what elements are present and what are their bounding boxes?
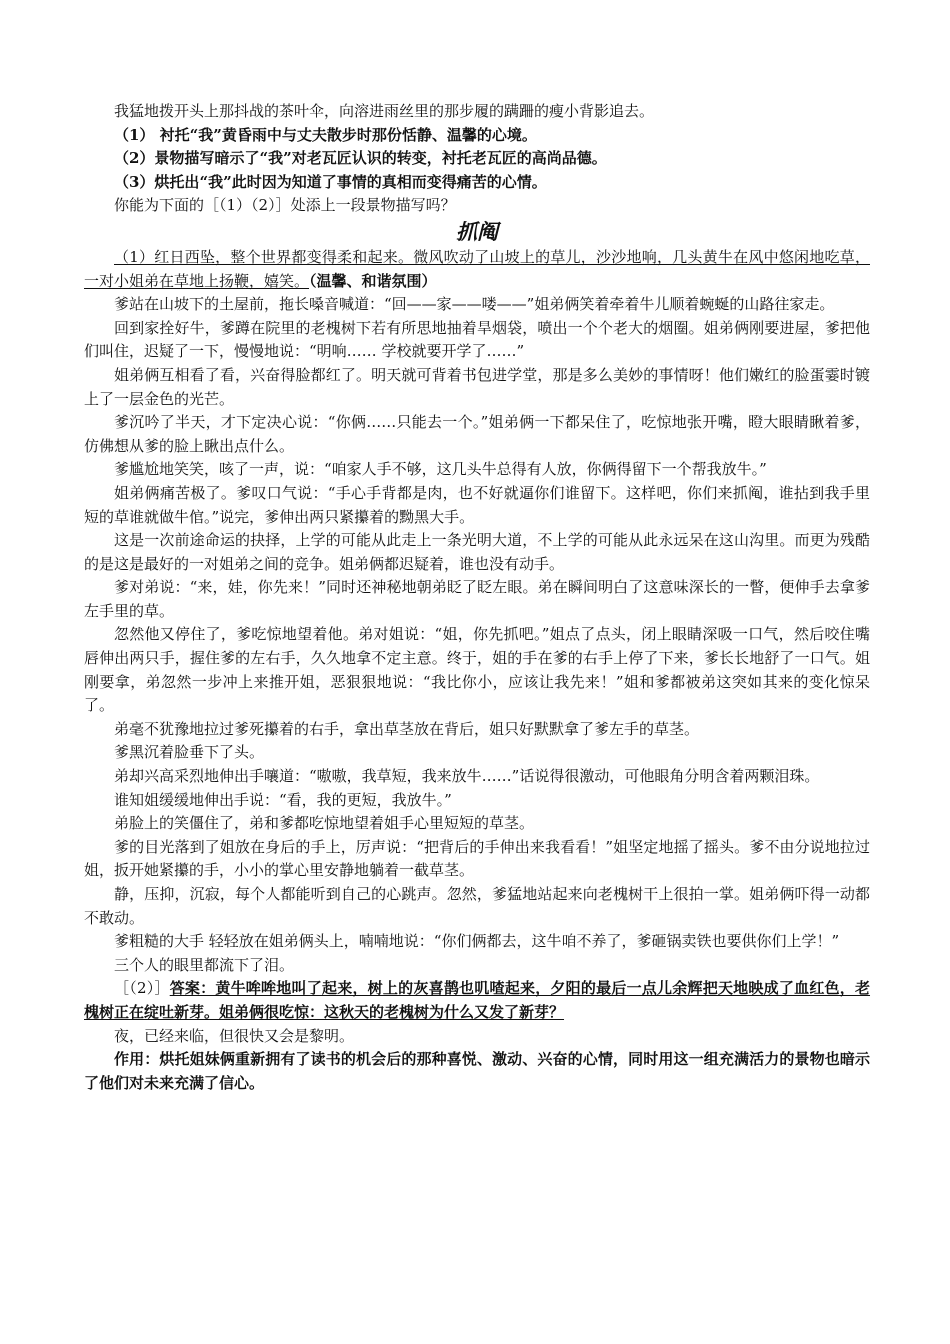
answer-2-text: 答案：黄牛哞哞地叫了起来，树上的灰喜鹊也叽喳起来，夕阳的最后一点儿余辉把天地映成了血红色，老槐树正在绽吐新芽。姐弟俩很吃惊：这秋天的老槐树为什么又发了新芽？ bbox=[84, 979, 871, 1021]
story-paragraph: 弟脸上的笑僵住了，弟和爹都吃惊地望着姐手心里短短的草茎。 bbox=[114, 814, 535, 833]
story-paragraph: 爹粗糙的大手 轻轻放在姐弟俩头上，喃喃地说：“你们俩都去，这牛咱不养了，爹砸锅卖铁也要供你们上学！” bbox=[114, 932, 840, 951]
answer-1-note: （温馨、和谐氛围） bbox=[309, 271, 437, 290]
story-paragraph: 回到家拴好牛，爹蹲在院里的老槐树下若有所思地抽着旱烟袋，喷出一个个老大的烟圈。姐弟俩刚要进屋，爹把他们叫住，迟疑了一下，慢慢地说：“明响…… 学校就要开学了……” bbox=[84, 318, 870, 361]
story-paragraph: 爹的目光落到了姐放在身后的手上，厉声说：“把背后的手伸出来我看看！”姐坚定地摇了摇头。爹不由分说地拉过姐，扳开她紧攥的手，小小的掌心里安静地躺着一截草茎。 bbox=[84, 837, 870, 880]
intro-line: 我猛地拨开头上那抖战的茶叶伞，向溶进雨丝里的那步履的蹒跚的瘦小背影追去。 bbox=[114, 102, 655, 120]
story-paragraph: 爹尴尬地笑笑，咳了一声，说：“咱家人手不够，这几头牛总得有人放，你俩得留下一个帮我放牛。” bbox=[114, 460, 767, 479]
option-2: （2）景物描写暗示了“我”对老瓦匠认识的转变，衬托老瓦匠的高尚品德。 bbox=[114, 149, 607, 168]
answer-1-text: （1）红日西坠，整个世界都变得柔和起来。微风吹动了山坡上的草儿，沙沙地响，几头黄牛在风中悠闲地吃草，一对小姐弟在草地上扬鞭，嬉笑。 bbox=[84, 247, 870, 290]
effect-note: 作用：烘托姐妹俩重新拥有了读书的机会后的那种喜悦、激动、兴奋的心情，同时用这一组充满活力的景物也暗示了他们对未来充满了信心。 bbox=[84, 1050, 870, 1092]
story-title: 抓阄 bbox=[456, 218, 498, 244]
story-paragraph: 姐弟俩互相看了看，兴奋得脸都红了。明天就可背着书包进学堂，那是多么美妙的事情呀！他们嫩红的脸蛋霎时镀上了一层金色的光芒。 bbox=[84, 365, 870, 408]
story-paragraph: 三个人的眼里都流下了泪。 bbox=[114, 955, 295, 974]
story-paragraph: 谁知姐缓缓地伸出手说：“看，我的更短，我放牛。” bbox=[114, 790, 452, 809]
closing-line: 夜，已经来临，但很快又会是黎明。 bbox=[114, 1026, 355, 1045]
question: 你能为下面的［（1）（2）］处添上一段景物描写吗？ bbox=[114, 196, 456, 215]
story-paragraph: 忽然他又停住了，爹吃惊地望着他。弟对姐说：“姐，你先抓吧。”姐点了点头，闭上眼睛深吸一口气，然后咬住嘴唇伸出两只手，握住爹的左右手，久久地拿不定主意。终于，姐的手在爹的右手上停了下来，爹长长地舒了一口气。姐刚要拿，弟忽然一步冲上来推开姐，恶狠狠地说：“我比你小，应该让我先来！”姐和爹都被弟这突如其来的变化惊呆了。 bbox=[84, 625, 870, 715]
answer-2-prefix: ［（2）］ bbox=[114, 979, 170, 998]
story-paragraph: 爹对弟说：“来，娃，你先来！”同时还神秘地朝弟眨了眨左眼。弟在瞬间明白了这意味深长的一瞥，便伸手去拿爹左手里的草。 bbox=[84, 578, 870, 620]
option-1: （1） 衬托“我”黄昏雨中与丈夫散步时那份恬静、温馨的心境。 bbox=[114, 125, 537, 144]
answer-1 bbox=[84, 246, 870, 293]
story-paragraph: 弟毫不犹豫地拉过爹死攥着的右手，拿出草茎放在背后，姐只好默默拿了爹左手的草茎。 bbox=[114, 719, 700, 738]
story-paragraph: 姐弟俩痛苦极了。爹叹口气说：“手心手背都是肉，也不好就逼你们谁留下。这样吧，你们来抓阄，谁拈到我手里短的草谁就做牛倌。”说完，爹伸出两只紧攥着的黝黑大手。 bbox=[84, 483, 870, 526]
story-paragraph: 爹黑沉着脸垂下了头。 bbox=[114, 743, 265, 762]
story-paragraph: 爹沉吟了半天，才下定决心说：“你俩……只能去一个。”姐弟俩一下都呆住了，吃惊地张开嘴，瞪大眼睛瞅着爹，仿佛想从爹的脸上瞅出点什么。 bbox=[84, 413, 870, 455]
story-paragraph: 这是一次前途命运的抉择，上学的可能从此走上一条光明大道，不上学的可能从此永远呆在这山沟里。而更为残酷的是这是最好的一对姐弟之间的竞争。姐弟俩都迟疑着，谁也没有动手。 bbox=[84, 531, 870, 573]
story-paragraph: 爹站在山坡下的土屋前，拖长嗓音喊道：“回——家——喽——”姐弟俩笑着牵着牛儿顺着蜿蜒的山路往家走。 bbox=[114, 295, 835, 314]
story-paragraph: 弟却兴高采烈地伸出手嚷道：“嗷嗷，我草短，我来放牛……”话说得很激动，可他眼角分明含着两颗泪珠。 bbox=[114, 767, 820, 786]
story-paragraph: 静，压抑，沉寂，每个人都能听到自己的心跳声。忽然，爹猛地站起来向老槐树干上很拍一掌。姐弟俩吓得一动都不敢动。 bbox=[84, 885, 870, 927]
option-3: （3）烘托出“我”此时因为知道了事情的真相而变得痛苦的心情。 bbox=[114, 172, 547, 191]
document-page bbox=[84, 100, 870, 1095]
answer-2 bbox=[84, 977, 870, 1024]
